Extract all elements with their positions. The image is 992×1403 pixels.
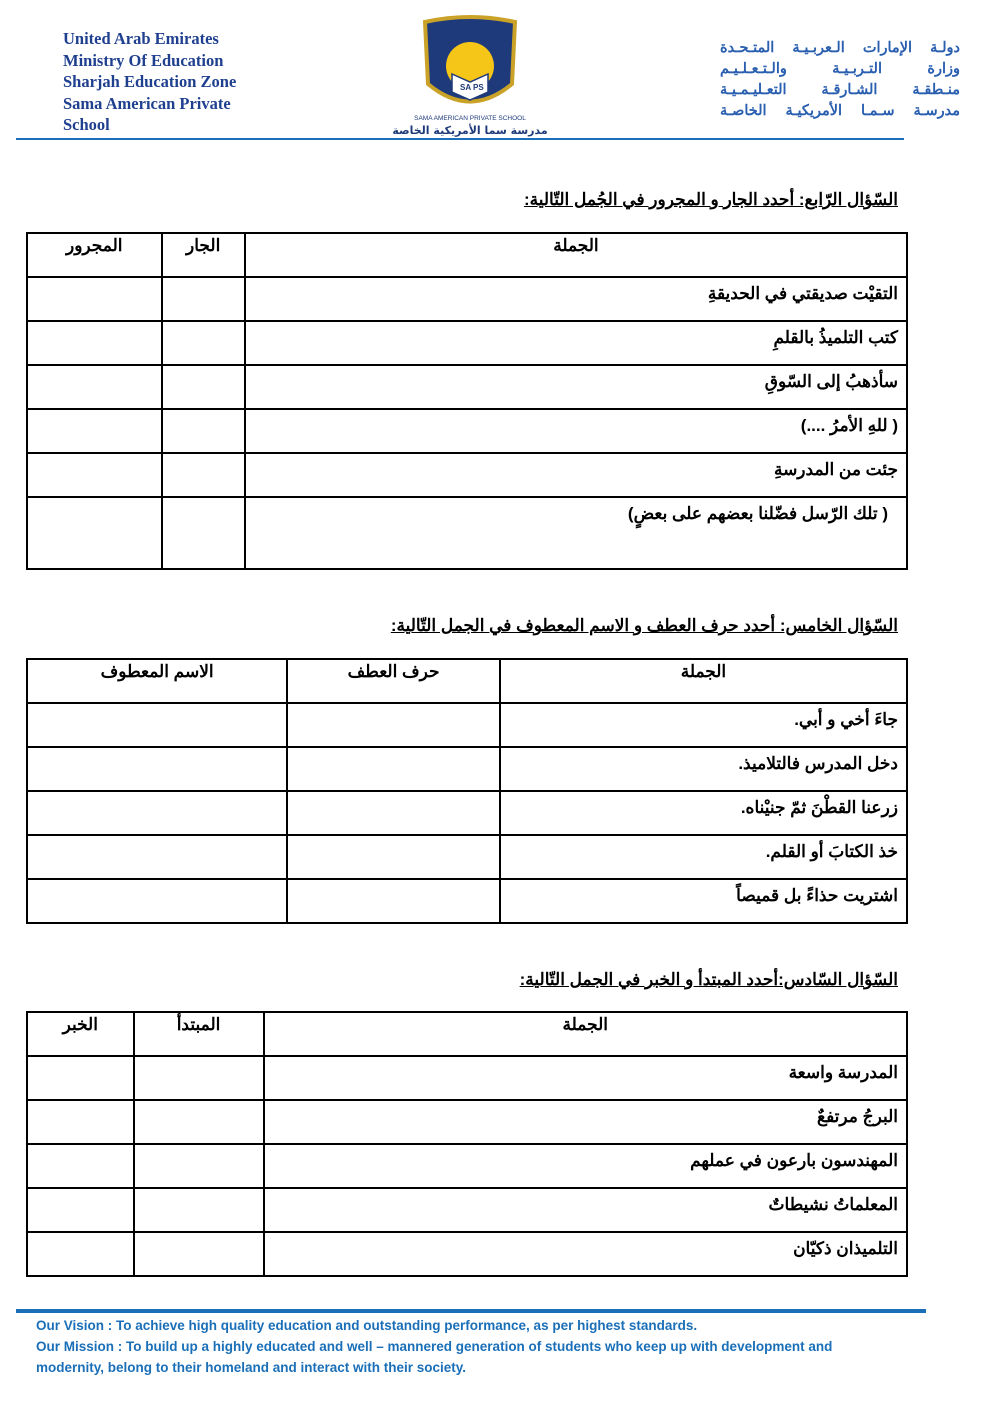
sentence-cell: سأذهبُ إلى السّوقِ (245, 365, 907, 409)
answer-cell[interactable] (162, 497, 245, 569)
table-row (27, 747, 907, 791)
column-header: المجرور (27, 233, 162, 277)
sentence-cell: المدرسة واسعة (264, 1056, 907, 1100)
header-line: دولـة الإمارات الـعربـيـة المتـحـدة (720, 40, 960, 56)
footer (36, 1315, 896, 1378)
table-header-row (27, 233, 907, 277)
sentence-cell: المهندسون بارعون في عملهم (264, 1144, 907, 1188)
answer-cell[interactable] (287, 879, 500, 923)
answer-cell[interactable] (27, 879, 287, 923)
table-row (27, 409, 907, 453)
column-header: الخبر (27, 1012, 134, 1056)
answer-cell[interactable] (287, 703, 500, 747)
header-line: منـطقـة الشـارقـة التعـليـمـيـة (720, 82, 960, 98)
question-5-table (26, 658, 908, 924)
answer-cell[interactable] (162, 277, 245, 321)
table-row (27, 1056, 907, 1100)
mission-statement: Our Mission : To build up a highly educated and well – mannered generation of students who keep up with development and modernity, belong to their homeland and interact with their society. (36, 1339, 833, 1375)
answer-cell[interactable] (27, 835, 287, 879)
column-header: الاسم المعطوف (27, 659, 287, 703)
header-divider (16, 138, 904, 140)
table-row (27, 791, 907, 835)
sentence-cell: المعلماتُ نشيطاتٌ (264, 1188, 907, 1232)
answer-cell[interactable] (134, 1144, 264, 1188)
answer-cell[interactable] (287, 835, 500, 879)
answer-cell[interactable] (162, 365, 245, 409)
question-6-table (26, 1011, 908, 1277)
answer-cell[interactable] (134, 1056, 264, 1100)
answer-cell[interactable] (27, 497, 162, 569)
answer-cell[interactable] (27, 1144, 134, 1188)
header-line: Sama American Private (63, 93, 231, 113)
question-5-title: السّؤال الخامس: أحدد حرف العطف و الاسم المعطوف في الجمل التّالية: (390, 616, 898, 635)
answer-cell[interactable] (27, 1100, 134, 1144)
svg-text:مدرسة سما الأمريكية الخاصة: مدرسة سما الأمريكية الخاصة (392, 124, 548, 137)
answer-cell[interactable] (134, 1100, 264, 1144)
header-line: Sharjah Education Zone (63, 72, 237, 91)
answer-cell[interactable] (27, 1188, 134, 1232)
answer-cell[interactable] (27, 453, 162, 497)
answer-cell[interactable] (27, 277, 162, 321)
column-header: الجملة (500, 659, 907, 703)
answer-cell[interactable] (27, 747, 287, 791)
question-6-title: السّؤال السّادس:أحدد المبتدأ و الخبر في الجمل التّالية: (519, 970, 898, 989)
answer-cell[interactable] (27, 1232, 134, 1276)
answer-cell[interactable] (162, 321, 245, 365)
svg-text:SAMA AMERICAN PRIVATE SCHOOL: SAMA AMERICAN PRIVATE SCHOOL (414, 115, 526, 122)
sentence-cell: كتب التلميذُ بالقلمِ (245, 321, 907, 365)
table-row (27, 1188, 907, 1232)
sentence-cell: التلميذان ذكيّان (264, 1232, 907, 1276)
school-name-english (63, 28, 236, 136)
school-logo (390, 14, 550, 139)
table-row (27, 835, 907, 879)
answer-cell[interactable] (27, 321, 162, 365)
sentence-cell: اشتريت حذاءً بل قميصاً (500, 879, 907, 923)
table-row (27, 277, 907, 321)
header-line: School (63, 115, 110, 134)
header-line: United Arab Emirates (63, 29, 219, 48)
sentence-cell: ( للهِ الأمرُ ....) (245, 409, 907, 453)
answer-cell[interactable] (27, 703, 287, 747)
column-header: الجملة (264, 1012, 907, 1056)
answer-cell[interactable] (27, 791, 287, 835)
answer-cell[interactable] (162, 409, 245, 453)
sentence-cell: خذ الكتابَ أو القلم. (500, 835, 907, 879)
footer-divider (16, 1309, 926, 1313)
answer-cell[interactable] (287, 747, 500, 791)
table-row (27, 497, 907, 569)
vision-statement: Our Vision : To achieve high quality education and outstanding performance, as per highest standards. (36, 1318, 698, 1333)
table-row (27, 321, 907, 365)
answer-cell[interactable] (134, 1232, 264, 1276)
table-row (27, 1232, 907, 1276)
sentence-cell: ( تلك الرّسل فضّلنا بعضهم على بعضٍ) (245, 497, 907, 569)
sentence-cell: دخل المدرس فالتلاميذ. (500, 747, 907, 791)
table-row (27, 1144, 907, 1188)
table-header-row (27, 659, 907, 703)
header-line: Ministry Of Education (63, 50, 224, 70)
answer-cell[interactable] (27, 1056, 134, 1100)
sentence-cell: التقيْت صديقتي في الحديقةِ (245, 277, 907, 321)
table-row (27, 1100, 907, 1144)
table-row (27, 453, 907, 497)
column-header: المبتدأ (134, 1012, 264, 1056)
answer-cell[interactable] (27, 409, 162, 453)
sentence-cell: زرعنا القطْنَ ثمّ جنيْناه. (500, 791, 907, 835)
header-line: وزارة التـربـيـة والـتـعـلـيـم (720, 61, 960, 77)
svg-text:PS: PS (473, 83, 484, 92)
column-header: الجار (162, 233, 245, 277)
column-header: حرف العطف (287, 659, 500, 703)
school-name-arabic (720, 38, 960, 122)
header-line: مدرسـة سـمـا الأمريكيـة الخاصـة (720, 103, 960, 119)
sentence-cell: جاءَ أخي و أبي. (500, 703, 907, 747)
column-header: الجملة (245, 233, 907, 277)
answer-cell[interactable] (27, 365, 162, 409)
question-4-title: السّؤال الرّابع: أحدد الجار و المجرور في الجُمل التّالية: (523, 190, 898, 209)
sentence-cell: البرجُ مرتفعٌ (264, 1100, 907, 1144)
question-4-table (26, 232, 908, 570)
svg-text:SA: SA (460, 83, 472, 92)
sentence-cell: جئت من المدرسةِ (245, 453, 907, 497)
table-row (27, 879, 907, 923)
table-row (27, 703, 907, 747)
table-header-row (27, 1012, 907, 1056)
answer-cell[interactable] (162, 453, 245, 497)
answer-cell[interactable] (134, 1188, 264, 1232)
table-row (27, 365, 907, 409)
answer-cell[interactable] (287, 791, 500, 835)
